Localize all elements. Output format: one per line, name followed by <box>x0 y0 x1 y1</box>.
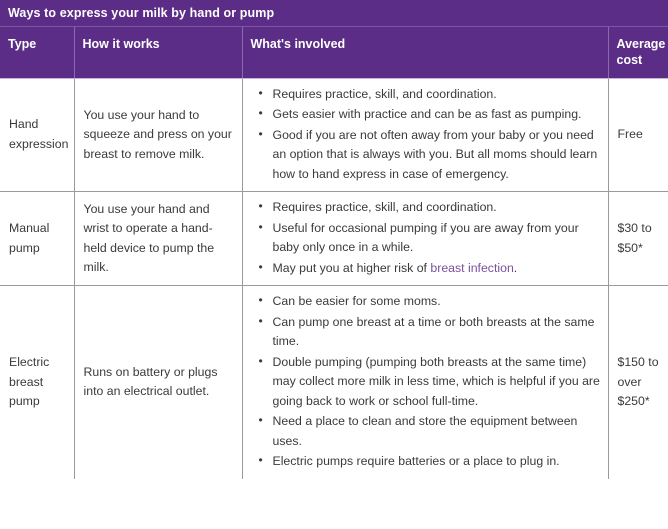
list-item-text-prefix: May put you at higher risk of <box>272 260 431 275</box>
table-header <box>0 27 668 78</box>
column-header-average-cost-line1: Average <box>616 37 666 51</box>
cell-whats-involved <box>242 286 608 479</box>
column-header-type: Type <box>0 27 74 78</box>
cell-how-it-works: You use your hand to squeeze and press on your breast to remove milk. <box>74 78 242 192</box>
cell-how-it-works: You use your hand and wrist to operate a hand-held device to pump the milk. <box>74 192 242 286</box>
list-item: • Can pump one breast at a time or both breasts at the same time. <box>273 313 602 352</box>
list-item <box>273 259 602 279</box>
bullet-list <box>247 85 602 185</box>
column-header-how-it-works: How it works <box>74 27 242 78</box>
cell-type: Hand expression <box>0 78 74 192</box>
bullet-list <box>247 198 602 278</box>
cell-type: Manual pump <box>0 192 74 286</box>
list-item: • Double pumping (pumping both breasts at the same time) may collect more milk in less time, which is helpful if you are going back to work or school full-time. <box>273 353 602 412</box>
cell-whats-involved <box>242 78 608 192</box>
list-item: • Need a place to clean and store the equipment between uses. <box>273 412 602 451</box>
list-item: • Can be easier for some moms. <box>273 292 602 312</box>
list-item: • Requires practice, skill, and coordination. <box>273 85 602 105</box>
list-item: • Requires practice, skill, and coordination. <box>273 198 602 218</box>
cell-how-it-works: Runs on battery or plugs into an electrical outlet. <box>74 286 242 479</box>
table-caption: Ways to express your milk by hand or pump <box>0 0 668 27</box>
list-item: • Useful for occasional pumping if you are away from your baby only once in a while. <box>273 219 602 258</box>
column-header-average-cost <box>608 27 668 78</box>
breast-infection-link[interactable]: breast infection <box>430 260 514 275</box>
cell-average-cost: $150 to over $250* <box>617 355 659 408</box>
list-item-text-suffix: . <box>513 260 518 275</box>
milk-expression-table <box>0 27 668 479</box>
list-item: • Gets easier with practice and can be as fast as pumping. <box>273 105 602 125</box>
list-item: • Good if you are not often away from your baby or you need an option that is always with you. But all moms should learn how to hand express in case of emergency. <box>273 126 602 185</box>
cell-average-cost: $30 to $50* <box>608 192 668 286</box>
column-header-whats-involved: What's involved <box>242 27 608 78</box>
bullet-list <box>247 292 602 472</box>
column-header-average-cost-line2: cost <box>616 53 643 67</box>
table-row <box>0 78 668 192</box>
table-body <box>0 78 668 479</box>
table-row <box>0 286 668 479</box>
cell-whats-involved <box>242 192 608 286</box>
cell-average-cost: Free <box>608 78 668 192</box>
list-item: • Electric pumps require batteries or a place to plug in. <box>273 452 602 472</box>
table-row <box>0 192 668 286</box>
table-header-row <box>0 27 668 78</box>
cell-type: Electric breast pump <box>0 286 74 479</box>
